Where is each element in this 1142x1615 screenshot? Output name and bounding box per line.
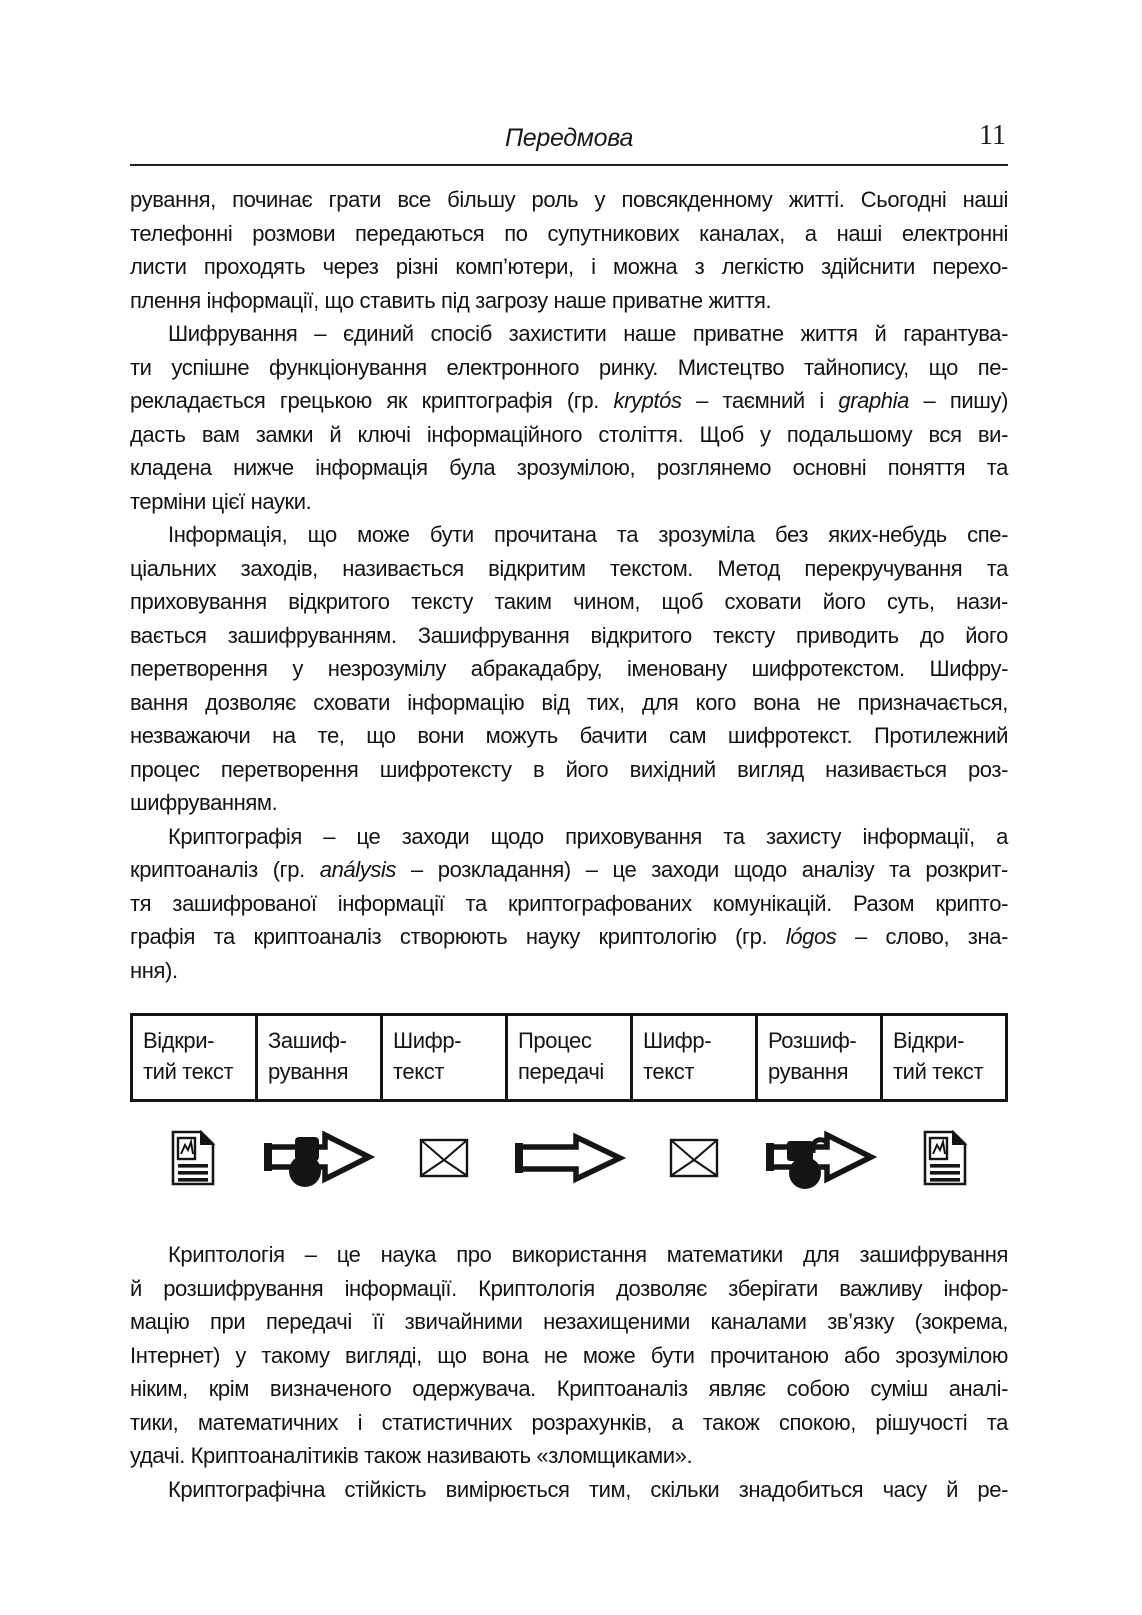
paragraph: [130, 1238, 1008, 1473]
text-line: вається зашифруванням. Зашифрування відкритого тексту приводить до його: [130, 622, 1008, 648]
text-line: листи проходять через різні комп’ютери, і можна з легкістю здійснити перехо-: [130, 254, 1008, 279]
cell-line: Шифр-: [393, 1028, 462, 1053]
lock-arrow-icon-slot: [255, 1123, 380, 1193]
text-line: Криптографічна стійкість вимірюється тим, скільки знадобиться часу й ре-: [168, 1476, 1008, 1502]
text-line: ння).: [130, 957, 178, 983]
document-icon: [922, 1129, 968, 1187]
cell-line: текст: [393, 1059, 445, 1084]
cell-line: Зашиф-: [268, 1028, 347, 1053]
table-cell-encryption: [255, 1016, 380, 1099]
document-icon-slot: [883, 1129, 1008, 1187]
text-line: Інтернет) у такому вигляді, що вона не може бути прочитаною або зрозумілою: [130, 1342, 1008, 1368]
icon-row: [130, 1118, 1008, 1198]
text-line: ти успішне функціонування електронного ринку. Мистецтво тайнопису, що пе-: [130, 354, 1008, 380]
page-header: [130, 120, 1008, 158]
text-line: Шифрування – єдиний спосіб захистити наше приватне життя й гарантува-: [168, 321, 1008, 346]
process-table: [130, 1013, 1008, 1102]
cell-line: тий текст: [893, 1059, 984, 1084]
table-cell-plaintext-1: [133, 1016, 255, 1099]
table-cell-ciphertext-2: [630, 1016, 755, 1099]
body-text: [130, 183, 1008, 987]
body-text-after-diagram: [130, 1238, 1008, 1506]
text-line: Інформація, що може бути прочитана та зрозуміла без яких-небудь спе-: [168, 522, 1008, 547]
text-column: [130, 120, 1009, 1506]
cell-line: передачі: [518, 1059, 604, 1084]
text-line: криптоаналіз (гр. análysis – розкладання) – це заходи щодо аналізу та розкрит-: [130, 857, 1008, 882]
lock-arrow-icon: [261, 1123, 375, 1193]
envelope-icon: [669, 1138, 719, 1178]
text-line: приховування відкритого тексту таким чином, щоб сховати його суть, нази-: [130, 589, 1008, 614]
text-line: рекладається грецькою як криптографія (гр. kryptós – таємний і graphia – пишу): [130, 388, 1009, 413]
text-line: шифруванням.: [130, 790, 278, 815]
text-line: плення інформації, що ставить під загрозу наше приватне життя.: [130, 287, 772, 313]
text-line: Криптографія – це заходи щодо приховування та захисту інформації, а: [168, 823, 1008, 849]
paragraph: [130, 183, 1008, 317]
envelope-icon-slot: [381, 1138, 506, 1178]
header-rule: [130, 164, 1008, 166]
cell-line: рування: [768, 1059, 849, 1084]
paragraph: [130, 1473, 1008, 1507]
document-icon: [170, 1129, 216, 1187]
cell-line: Процес: [518, 1028, 592, 1053]
paragraph: [130, 820, 1008, 988]
text-line: удачі. Криптоаналітиків також називають «зломщиками».: [130, 1443, 693, 1468]
paragraph: [130, 518, 1008, 820]
cell-line: Шифр-: [643, 1028, 712, 1053]
text-line: й розшифрування інформації. Криптологія дозволяє зберігати важливу інфор-: [130, 1275, 1008, 1301]
text-line: кладена нижче інформація була зрозумілою, розглянемо основні поняття та: [130, 455, 1008, 480]
page-header-title: Передмова: [504, 124, 634, 152]
unlock-arrow-icon: [763, 1123, 877, 1193]
text-line: тики, математичних і статистичних розрахунків, а також спокою, рішучості та: [130, 1409, 1008, 1435]
arrow-icon: [512, 1132, 626, 1184]
text-line: перетворення у незрозумілу абракадабру, іменовану шифротекстом. Шифру-: [130, 656, 1008, 681]
text-line: терміни цієї науки.: [130, 488, 312, 514]
cell-line: Відкри-: [893, 1028, 965, 1053]
table-cell-decryption: [755, 1016, 880, 1099]
cell-line: рування: [268, 1059, 349, 1084]
text-line: ціальних заходів, називається відкритим текстом. Метод перекручування та: [130, 555, 1008, 581]
text-line: ніким, крім визначеного одержувача. Криптоаналіз являє собою суміш аналі-: [130, 1376, 1008, 1401]
table-cell-plaintext-2: [880, 1016, 1005, 1099]
text-line: вання дозволяє сховати інформацію від тих, для кого вона не призначається,: [130, 689, 1008, 715]
page-number: 11: [979, 120, 1006, 151]
text-line: дасть вам замки й ключі інформаційного століття. Щоб у подальшому вся ви-: [130, 421, 1008, 447]
text-line: графія та криптоаналіз створюють науку криптологію (гр. lógos – слово, зна-: [130, 924, 1008, 949]
arrow-icon-slot: [506, 1132, 631, 1184]
unlock-arrow-icon-slot: [757, 1123, 882, 1193]
envelope-icon: [419, 1138, 469, 1178]
text-line: незважаючи на те, що вони можуть бачити сам шифротекст. Протилежний: [130, 723, 1008, 748]
text-line: Криптологія – це наука про використання математики для зашифрування: [168, 1242, 1008, 1267]
table-cell-transfer: [505, 1016, 630, 1099]
cell-line: Відкри-: [143, 1028, 215, 1053]
text-line: телефонні розмови передаються по супутникових каналах, а наші електронні: [130, 220, 1008, 246]
text-line: рування, починає грати все більшу роль у повсякденному житті. Сьогодні наші: [130, 187, 1008, 212]
cell-line: Розшиф-: [768, 1028, 857, 1053]
cell-line: текст: [643, 1059, 695, 1084]
text-line: тя зашифрованої інформації та криптографованих комунікацій. Разом крипто-: [130, 890, 1008, 916]
document-icon-slot: [130, 1129, 255, 1187]
text-line: процес перетворення шифротексту в його вихідний вигляд називається роз-: [130, 756, 1008, 782]
envelope-icon-slot: [632, 1138, 757, 1178]
cell-line: тий текст: [143, 1059, 234, 1084]
text-line: мацію при передачі її звичайними незахищеними каналами зв’язку (зокрема,: [130, 1309, 1008, 1334]
table-cell-ciphertext-1: [380, 1016, 505, 1099]
paragraph: [130, 317, 1008, 518]
